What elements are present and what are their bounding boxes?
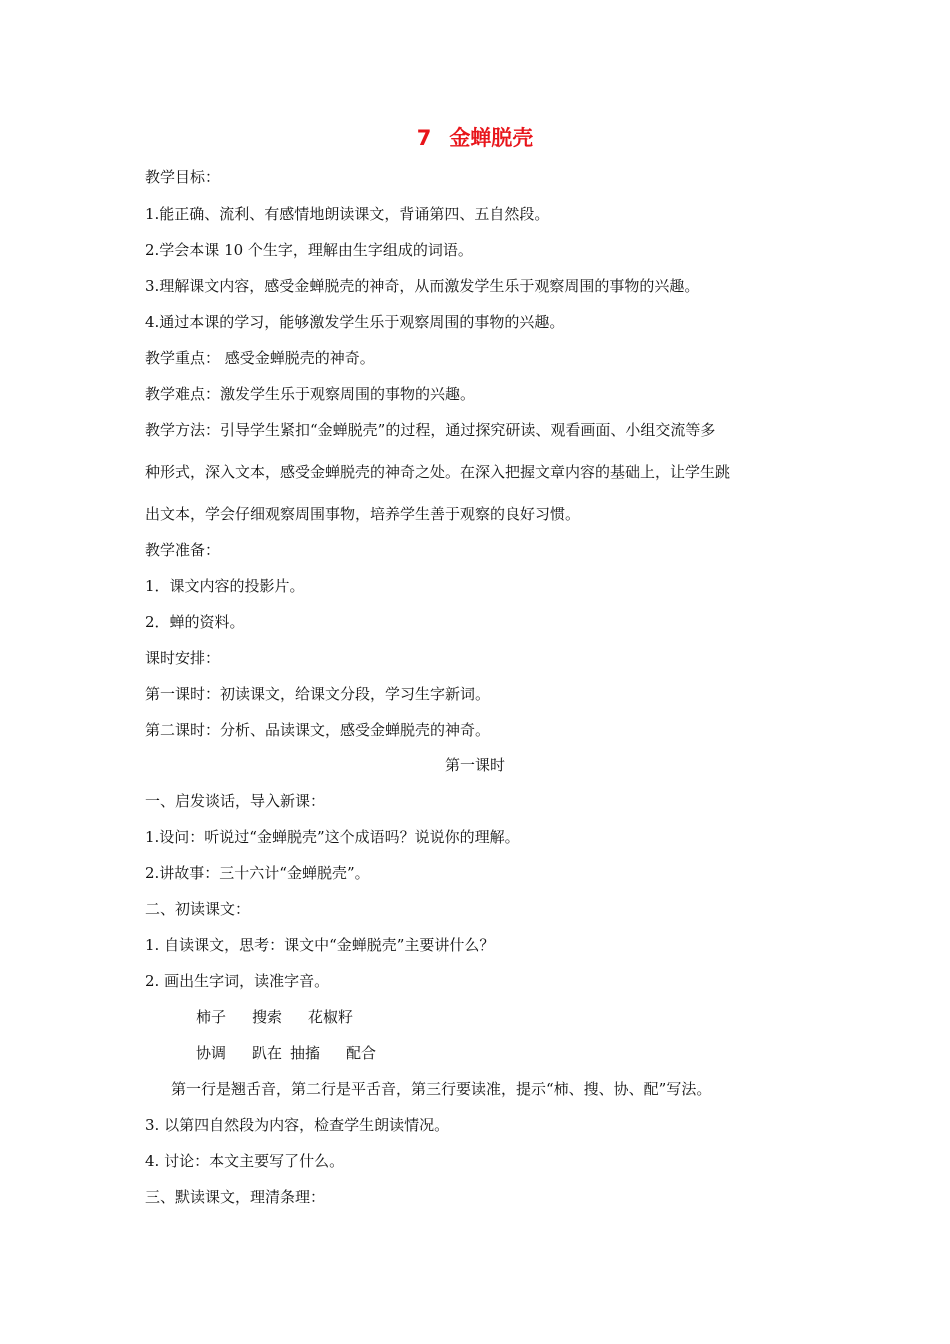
step-2-item-2: 2. 画出生字词，读准字音。: [145, 972, 330, 990]
vocab-word: 花椒籽: [308, 1008, 354, 1026]
section-heading-lesson-1: 第一课时: [444, 756, 505, 774]
heading-schedule: 课时安排：: [145, 649, 221, 667]
preparation-2: 2．蝉的资料。: [145, 613, 245, 631]
teaching-method-line-2: 种形式，深入文本，感受金蝉脱壳的神奇之处。在深入把握文章内容的基础上，让学生跳: [145, 463, 731, 481]
vocab-word: 抽搐: [290, 1044, 321, 1062]
heading-preparation: 教学准备：: [145, 541, 221, 559]
vocab-word: 搜索: [252, 1008, 283, 1026]
step-2-heading: 二、初读课文：: [145, 900, 251, 918]
objective-2: 2.学会本课 10 个生字，理解由生字组成的词语。: [145, 241, 473, 259]
key-point: 教学重点： 感受金蝉脱壳的神奇。: [145, 349, 375, 367]
objective-4: 4.通过本课的学习，能够激发学生乐于观察周围的事物的兴趣。: [145, 313, 565, 331]
vocab-word: 趴在: [252, 1044, 283, 1062]
step-2-item-1: 1. 自读课文，思考：课文中“金蝉脱壳”主要讲什么？: [145, 936, 495, 954]
step-1-heading: 一、启发谈话，导入新课：: [145, 792, 326, 810]
preparation-1: 1．课文内容的投影片。: [145, 577, 305, 595]
heading-objectives: 教学目标：: [145, 168, 221, 186]
lesson-number: 7: [416, 126, 432, 150]
difficult-point: 教学难点：激发学生乐于观察周围的事物的兴趣。: [145, 385, 476, 403]
teaching-method-line-3: 出文本，学会仔细观察周围事物，培养学生善于观察的良好习惯。: [145, 505, 581, 523]
step-3-heading: 三、默读课文，理清条理：: [145, 1188, 326, 1206]
pronunciation-note: 第一行是翘舌音，第二行是平舌音，第三行要读准，提示“柿、搜、协、配”写法。: [171, 1080, 712, 1098]
objective-1: 1.能正确、流利、有感情地朗读课文，背诵第四、五自然段。: [145, 205, 550, 223]
vocab-row-2: [196, 1043, 376, 1063]
step-2-item-4: 4. 讨论：本文主要写了什么。: [145, 1152, 345, 1170]
vocab-word: 协调: [196, 1044, 227, 1062]
schedule-lesson-2: 第二课时：分析、品读课文，感受金蝉脱壳的神奇。: [145, 721, 491, 739]
lesson-title-text: 金蝉脱壳: [449, 126, 534, 150]
objective-3: 3.理解课文内容，感受金蝉脱壳的神奇，从而激发学生乐于观察周围的事物的兴趣。: [145, 277, 700, 295]
vocab-word: 柿子: [196, 1008, 227, 1026]
lesson-title: [0, 122, 950, 152]
vocab-word: 配合: [346, 1044, 377, 1062]
teaching-method-line-1: 教学方法：引导学生紧扣“金蝉脱壳”的过程，通过探究研读、观看画面、小组交流等多: [145, 421, 716, 439]
step-1-item-2: 2.讲故事：三十六计“金蝉脱壳”。: [145, 864, 370, 882]
step-2-item-3: 3. 以第四自然段为内容，检查学生朗读情况。: [145, 1116, 450, 1134]
schedule-lesson-1: 第一课时：初读课文，给课文分段，学习生字新词。: [145, 685, 491, 703]
vocab-row-1: [196, 1007, 353, 1027]
step-1-item-1: 1.设问：听说过“金蝉脱壳”这个成语吗？说说你的理解。: [145, 828, 520, 846]
